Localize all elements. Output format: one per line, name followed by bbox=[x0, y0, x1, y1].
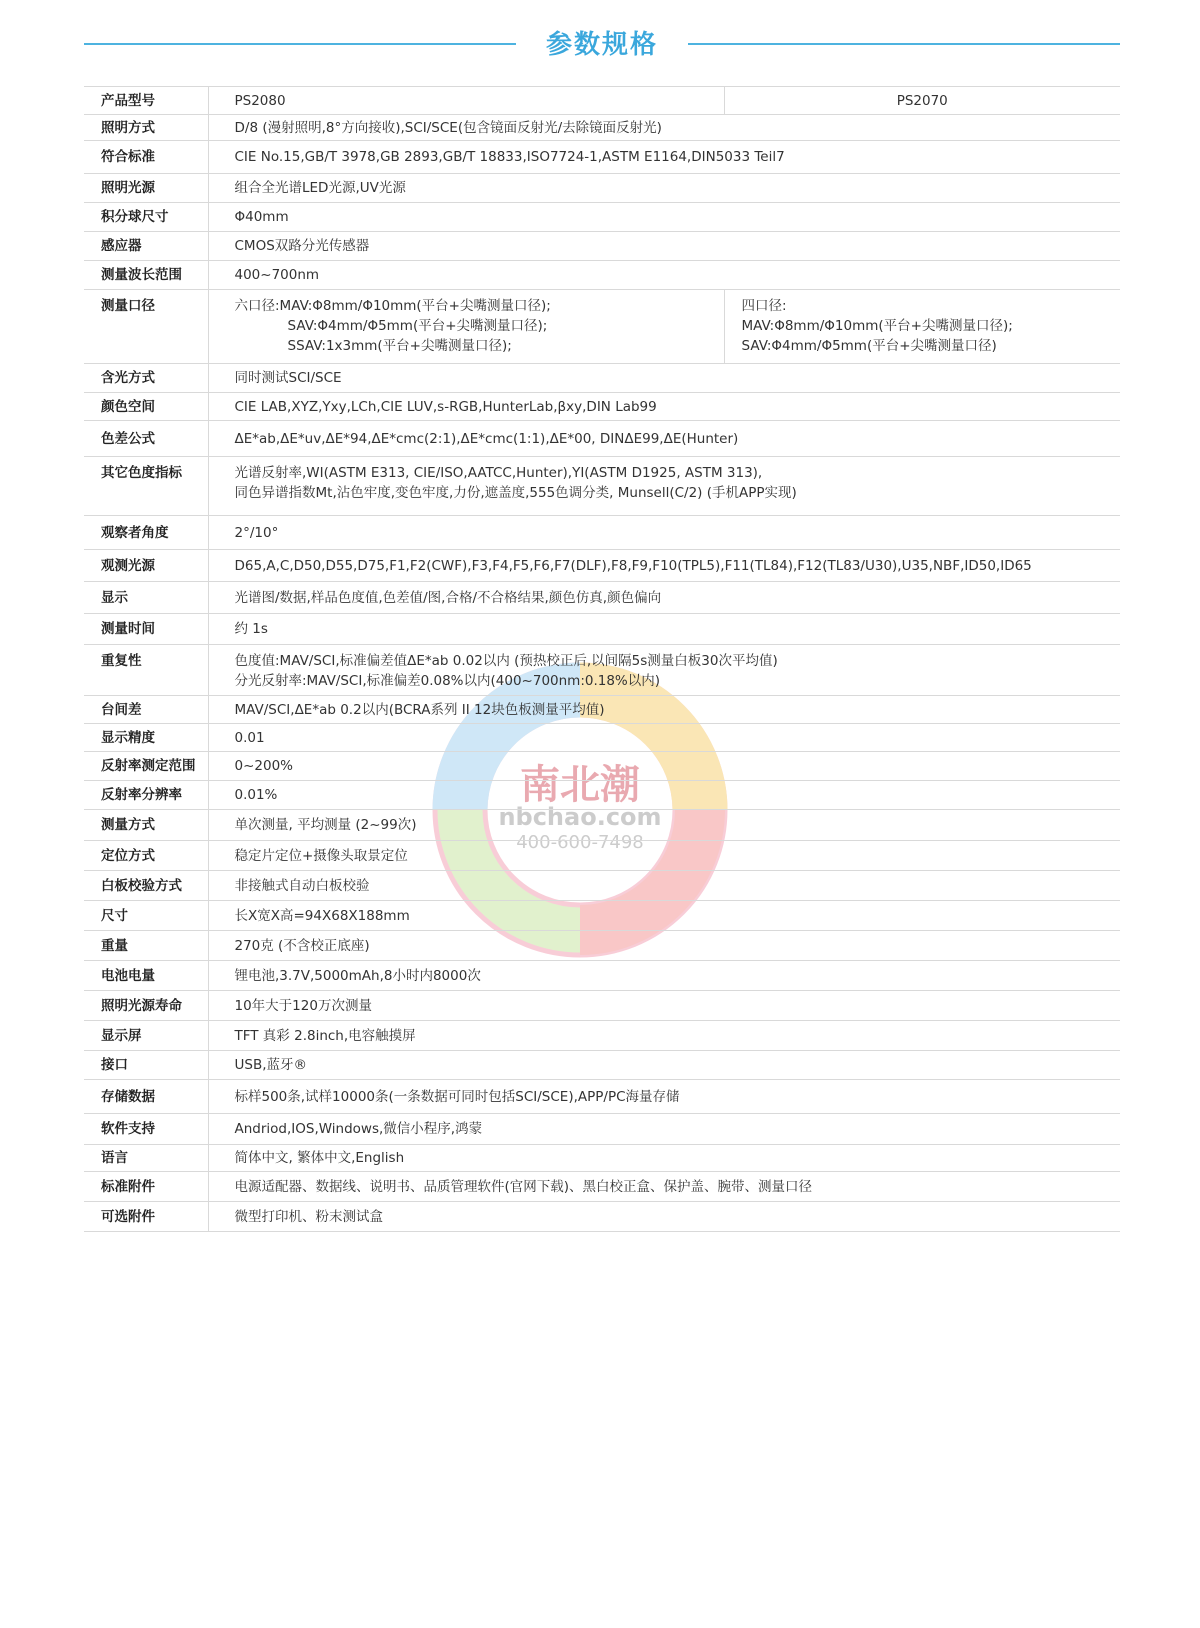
row-value: 光谱图/数据,样品色度值,色差值/图,合格/不合格结果,颜色仿真,颜色偏向 bbox=[208, 582, 1120, 614]
row-label: 接口 bbox=[84, 1051, 208, 1080]
table-row bbox=[84, 141, 1120, 174]
row-value-line: 色度值:MAV/SCI,标准偏差值ΔE*ab 0.02以内 (预热校正后,以间隔5s测量白板30次平均值) bbox=[234, 653, 778, 669]
row-label: 测量时间 bbox=[84, 614, 208, 645]
table-row bbox=[84, 582, 1120, 614]
table-row bbox=[84, 261, 1120, 290]
row-value: 400~700nm bbox=[208, 261, 1120, 290]
table-row bbox=[84, 781, 1120, 810]
row-label: 色差公式 bbox=[84, 421, 208, 457]
table-row bbox=[84, 614, 1120, 645]
table-row bbox=[84, 1080, 1120, 1114]
table-row bbox=[84, 961, 1120, 991]
row-label: 反射率测定范围 bbox=[84, 752, 208, 781]
table-row bbox=[84, 457, 1120, 516]
row-label: 定位方式 bbox=[84, 841, 208, 871]
table-row bbox=[84, 1051, 1120, 1080]
row-value: 非接触式自动白板校验 bbox=[208, 871, 1120, 901]
spec-table bbox=[84, 86, 1120, 1232]
table-row bbox=[84, 550, 1120, 582]
row-value: CIE LAB,XYZ,Yxy,LCh,CIE LUV,s-RGB,HunterLab,βxy,DIN Lab99 bbox=[208, 393, 1120, 421]
row-value bbox=[208, 645, 1120, 696]
row-label: 尺寸 bbox=[84, 901, 208, 931]
row-value: 长X宽X高=94X68X188mm bbox=[208, 901, 1120, 931]
row-label: 显示屏 bbox=[84, 1021, 208, 1051]
watermark-phone: 400-600-7498 bbox=[516, 832, 644, 853]
row-value-line: 同色异谱指数Mt,沾色牢度,变色牢度,力份,遮盖度,555色调分类, Munsell(C/2) (手机APP实现) bbox=[234, 485, 797, 501]
aperture-six-line: 六口径:MAV:Φ8mm/Φ10mm(平台+尖嘴测量口径); bbox=[234, 298, 551, 314]
row-value: TFT 真彩 2.8inch,电容触摸屏 bbox=[208, 1021, 1120, 1051]
row-label: 标准附件 bbox=[84, 1172, 208, 1202]
table-row bbox=[84, 696, 1120, 724]
row-value-line: 光谱反射率,WI(ASTM E313, CIE/ISO,AATCC,Hunter),YI(ASTM D1925, ASTM 313), bbox=[234, 465, 763, 481]
table-row bbox=[84, 931, 1120, 961]
table-row bbox=[84, 232, 1120, 261]
table-row-aperture bbox=[84, 290, 1120, 364]
row-value: 简体中文, 繁体中文,English bbox=[208, 1145, 1120, 1172]
page-title: 参数规格 bbox=[545, 30, 658, 60]
row-value: CIE No.15,GB/T 3978,GB 2893,GB/T 18833,ISO7724-1,ASTM E1164,DIN5033 Teil7 bbox=[208, 141, 1120, 174]
row-value: 0.01% bbox=[208, 781, 1120, 810]
row-label: 观测光源 bbox=[84, 550, 208, 582]
row-value: 2°/10° bbox=[208, 516, 1120, 550]
table-row bbox=[84, 115, 1120, 141]
row-label: 观察者角度 bbox=[84, 516, 208, 550]
row-value: 电源适配器、数据线、说明书、品质管理软件(官网下载)、黑白校正盒、保护盖、腕带、测量口径 bbox=[208, 1172, 1120, 1202]
table-row bbox=[84, 991, 1120, 1021]
table-row bbox=[84, 421, 1120, 457]
row-label: 反射率分辨率 bbox=[84, 781, 208, 810]
table-row bbox=[84, 1021, 1120, 1051]
aperture-four bbox=[724, 290, 1120, 364]
row-label: 积分球尺寸 bbox=[84, 203, 208, 232]
row-value: 锂电池,3.7V,5000mAh,8小时内8000次 bbox=[208, 961, 1120, 991]
row-label: 显示 bbox=[84, 582, 208, 614]
row-label: 测量方式 bbox=[84, 810, 208, 841]
row-value: 270克 (不含校正底座) bbox=[208, 931, 1120, 961]
row-value: 10年大于120万次测量 bbox=[208, 991, 1120, 1021]
aperture-six-line: SSAV:1x3mm(平台+尖嘴测量口径); bbox=[287, 338, 512, 354]
row-value: 0.01 bbox=[208, 724, 1120, 752]
row-label: 重量 bbox=[84, 931, 208, 961]
aperture-four-line: SAV:Φ4mm/Φ5mm(平台+尖嘴测量口径) bbox=[741, 338, 997, 354]
table-row bbox=[84, 1145, 1120, 1172]
table-row bbox=[84, 645, 1120, 696]
model-a: PS2080 bbox=[208, 87, 724, 115]
row-label: 照明光源 bbox=[84, 174, 208, 203]
section-header bbox=[84, 22, 1120, 62]
row-label: 感应器 bbox=[84, 232, 208, 261]
table-row bbox=[84, 203, 1120, 232]
row-value: 微型打印机、粉末测试盒 bbox=[208, 1202, 1120, 1232]
row-value: D/8 (漫射照明,8°方向接收),SCI/SCE(包含镜面反射光/去除镜面反射光) bbox=[208, 115, 1120, 141]
table-row bbox=[84, 516, 1120, 550]
table-row bbox=[84, 1172, 1120, 1202]
row-value: 组合全光谱LED光源,UV光源 bbox=[208, 174, 1120, 203]
watermark-domain: nbchao.com bbox=[498, 803, 662, 831]
row-value: Φ40mm bbox=[208, 203, 1120, 232]
row-label: 台间差 bbox=[84, 696, 208, 724]
row-label: 测量波长范围 bbox=[84, 261, 208, 290]
row-label: 符合标准 bbox=[84, 141, 208, 174]
table-row bbox=[84, 810, 1120, 841]
table-row bbox=[84, 1202, 1120, 1232]
row-label: 颜色空间 bbox=[84, 393, 208, 421]
aperture-six-line: SAV:Φ4mm/Φ5mm(平台+尖嘴测量口径); bbox=[287, 318, 548, 334]
row-value: MAV/SCI,ΔE*ab 0.2以内(BCRA系列 II 12块色板测量平均值) bbox=[208, 696, 1120, 724]
row-value: 标样500条,试样10000条(一条数据可同时包括SCI/SCE),APP/PC海量存储 bbox=[208, 1080, 1120, 1114]
row-label: 白板校验方式 bbox=[84, 871, 208, 901]
row-label: 重复性 bbox=[84, 645, 208, 696]
row-value: D65,A,C,D50,D55,D75,F1,F2(CWF),F3,F4,F5,F6,F7(DLF),F8,F9,F10(TPL5),F11(TL84),F12(TL83/U30),U35,NBF,ID50,ID65 bbox=[208, 550, 1120, 582]
table-row bbox=[84, 901, 1120, 931]
row-value: 同时测试SCI/SCE bbox=[208, 364, 1120, 393]
row-label: 其它色度指标 bbox=[84, 457, 208, 516]
row-value: USB,蓝牙® bbox=[208, 1051, 1120, 1080]
row-value: ΔE*ab,ΔE*uv,ΔE*94,ΔE*cmc(2:1),ΔE*cmc(1:1),ΔE*00, DINΔE99,ΔE(Hunter) bbox=[208, 421, 1120, 457]
table-row bbox=[84, 1114, 1120, 1145]
aperture-six bbox=[208, 290, 724, 364]
row-value: CMOS双路分光传感器 bbox=[208, 232, 1120, 261]
row-label: 显示精度 bbox=[84, 724, 208, 752]
model-b: PS2070 bbox=[724, 87, 1120, 115]
table-row bbox=[84, 393, 1120, 421]
row-label: 语言 bbox=[84, 1145, 208, 1172]
row-value: Andriod,IOS,Windows,微信小程序,鸿蒙 bbox=[208, 1114, 1120, 1145]
table-row bbox=[84, 871, 1120, 901]
aperture-four-line: 四口径: bbox=[741, 298, 787, 314]
row-value: 约 1s bbox=[208, 614, 1120, 645]
table-row bbox=[84, 724, 1120, 752]
row-label: 含光方式 bbox=[84, 364, 208, 393]
row-label: 电池电量 bbox=[84, 961, 208, 991]
row-value: 稳定片定位+摄像头取景定位 bbox=[208, 841, 1120, 871]
watermark-brand: 南北潮 bbox=[520, 762, 640, 808]
header-rule-right bbox=[688, 43, 1120, 45]
table-row bbox=[84, 841, 1120, 871]
table-row bbox=[84, 174, 1120, 203]
row-label: 照明方式 bbox=[84, 115, 208, 141]
table-row bbox=[84, 87, 1120, 115]
row-value bbox=[208, 457, 1120, 516]
row-label: 照明光源寿命 bbox=[84, 991, 208, 1021]
row-label: 产品型号 bbox=[84, 87, 208, 115]
table-row bbox=[84, 364, 1120, 393]
table-row bbox=[84, 752, 1120, 781]
row-label: 测量口径 bbox=[84, 290, 208, 364]
row-label: 可选附件 bbox=[84, 1202, 208, 1232]
row-value: 单次测量, 平均测量 (2~99次) bbox=[208, 810, 1120, 841]
row-label: 存储数据 bbox=[84, 1080, 208, 1114]
row-value: 0~200% bbox=[208, 752, 1120, 781]
row-value-line: 分光反射率:MAV/SCI,标准偏差0.08%以内(400~700nm:0.18%以内) bbox=[234, 673, 661, 689]
row-label: 软件支持 bbox=[84, 1114, 208, 1145]
aperture-four-line: MAV:Φ8mm/Φ10mm(平台+尖嘴测量口径); bbox=[741, 318, 1013, 334]
